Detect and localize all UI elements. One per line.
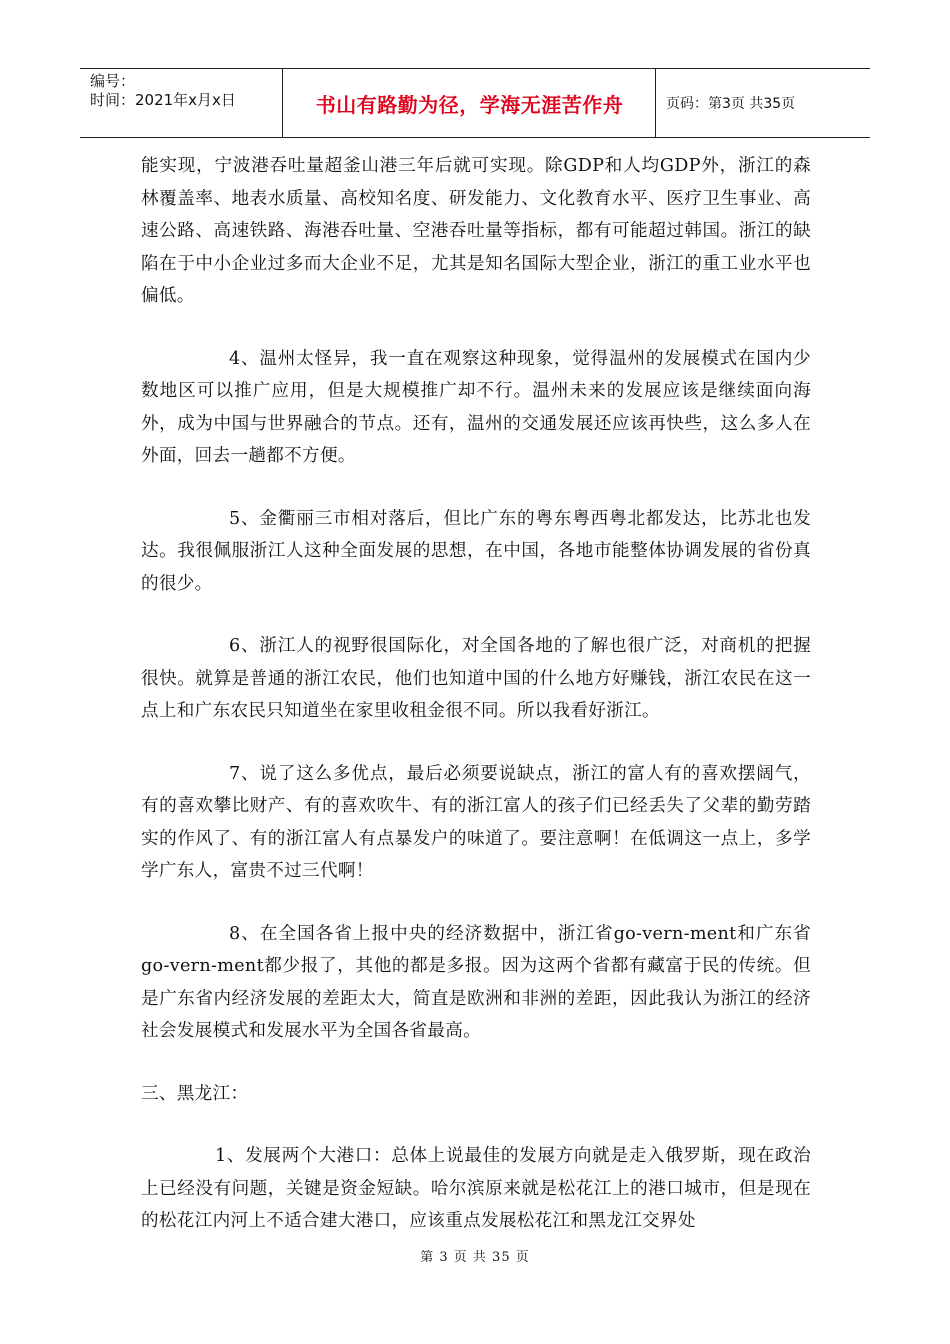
paragraph-continuation: 能实现，宁波港吞吐量超釜山港三年后就可实现。除GDP和人均GDP外，浙江的森林覆盖率、地表水质量、高校知名度、研发能力、文化教育水平、医疗卫生事业、高速公路、高速铁路、海港吞吐量、空港吞吐量等指标，都有可能超过韩国。浙江的缺陷在于中小企业过多而大企业不足，尤其是知名国际大型企业，浙江的重工业水平也偏低。: [141, 156, 811, 306]
page-header: [80, 68, 870, 138]
paragraph-heilongjiang-point-1: 1、发展两个大港口：总体上说最佳的发展方向就是走入俄罗斯，现在政治上已经没有问题，关键是资金短缺。哈尔滨原来就是松花江上的港口城市，但是现在的松花江内河上不适合建大港口，应该重点发展松花江和黑龙江交界处: [141, 1146, 811, 1231]
paragraph-point-7: 7、说了这么多优点，最后必须要说缺点，浙江的富人有的喜欢摆阔气，有的喜欢攀比财产、有的喜欢吹牛、有的浙江富人的孩子们已经丢失了父辈的勤劳踏实的作风了、有的浙江富人有点暴发户的味道了。要注意啊！在低调这一点上，多学学广东人，富贵不过三代啊！: [141, 763, 811, 881]
paragraph-point-8: 8、在全国各省上报中央的经济数据中，浙江省go-vern-ment和广东省go-vern-ment都少报了，其他的都是多报。因为这两个省都有藏富于民的传统。但是广东省内经济发展的差距太大，简直是欧洲和非洲的差距，因此我认为浙江的经济社会发展模式和发展水平为全国各省最高。: [141, 923, 811, 1041]
header-page-info-cell: [656, 69, 870, 137]
header-page-info: 页码：第3页 共35页: [666, 96, 796, 112]
header-motto: 书山有路勤为径，学海无涯苦作舟: [315, 92, 624, 117]
document-body: [141, 150, 811, 1238]
paragraph-point-6: 6、浙江人的视野很国际化，对全国各地的了解也很广泛，对商机的把握很快。就算是普通的浙江农民，他们也知道中国的什么地方好赚钱，浙江农民在这一点上和广东农民只知道坐在家里收租金很不同。所以我看好浙江。: [141, 636, 811, 721]
paragraph-point-4: 4、温州太怪异，我一直在观察这种现象，觉得温州的发展模式在国内少数地区可以推广应用，但是大规模推广却不行。温州未来的发展应该是继续面向海外，成为中国与世界融合的节点。还有，温州的交通发展还应该再快些，这么多人在外面，回去一趟都不方便。: [141, 348, 811, 466]
header-motto-cell: [284, 69, 656, 137]
page-footer: 第 3 页 共 35 页: [420, 1250, 530, 1265]
document-time-label: 时间：2021年x月x日: [90, 91, 236, 109]
section-heading-heilongjiang: 三、黑龙江：: [141, 1083, 249, 1104]
header-meta: [80, 69, 283, 137]
document-number-label: 编号：: [90, 72, 136, 90]
paragraph-point-5: 5、金衢丽三市相对落后，但比广东的粤东粤西粤北都发达，比苏北也发达。我很佩服浙江人这种全面发展的思想，在中国，各地市能整体协调发展的省份真的很少。: [141, 508, 811, 594]
